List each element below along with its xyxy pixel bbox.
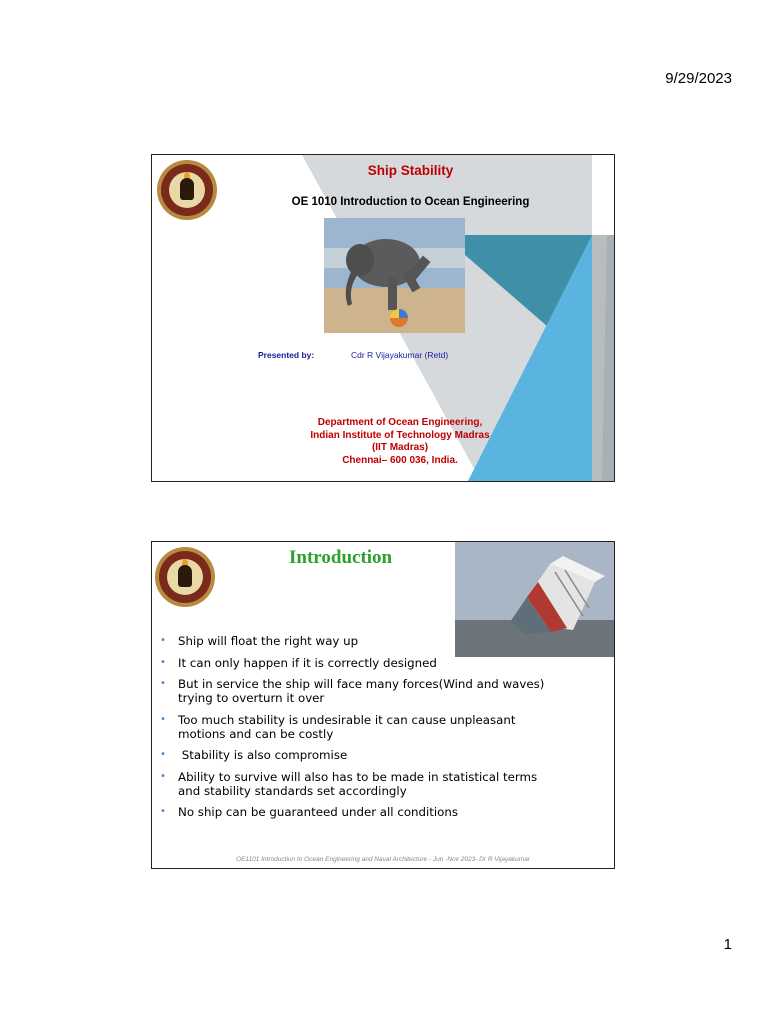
- department-line: Department of Ocean Engineering,: [317, 417, 483, 428]
- list-item: • Too much stability is undesirable it can cause unpleasant motions and can be costly: [160, 712, 516, 741]
- list-item: • Stability is also compromise: [160, 748, 348, 762]
- slide-footer: OE1101 Introduction to Ocean Engineering and Naval Architecture - Jun -Nov 2023- Dr R Vijayakumar: [236, 856, 530, 863]
- department-address: [290, 417, 510, 467]
- department-line: Chennai– 600 036, India.: [342, 454, 458, 466]
- title-slide: [151, 154, 615, 482]
- department-line: (IIT Madras): [371, 442, 429, 453]
- list-item: • No ship can be guaranteed under all conditions: [160, 805, 459, 819]
- slide-title: Ship Stability: [367, 163, 454, 178]
- slide-title: Introduction: [289, 547, 393, 568]
- course-title: OE 1010 Introduction to Ocean Engineering: [291, 196, 530, 208]
- list-item: • It can only happen if it is correctly designed: [160, 655, 437, 670]
- elephant-on-ball-image: [324, 218, 465, 333]
- presented-by-label: Presented by:: [258, 350, 315, 360]
- department-line: Indian Institute of Technology Madras: [310, 429, 490, 441]
- iit-madras-logo: [155, 547, 215, 607]
- introduction-slide: [151, 541, 615, 869]
- list-item: • But in service the ship will face many forces(Wind and waves) trying to overturn it over: [160, 677, 545, 705]
- page-date: 9/29/2023: [665, 70, 732, 87]
- presenter-name: Cdr R Vijayakumar (Retd): [351, 350, 449, 360]
- list-item: • Ship will float the right way up: [160, 634, 359, 648]
- bullet-list: [158, 634, 558, 827]
- list-item: • Ability to survive will also has to be made in statistical terms and stability standards set accordingly: [160, 769, 538, 798]
- page-number: 1: [723, 936, 732, 953]
